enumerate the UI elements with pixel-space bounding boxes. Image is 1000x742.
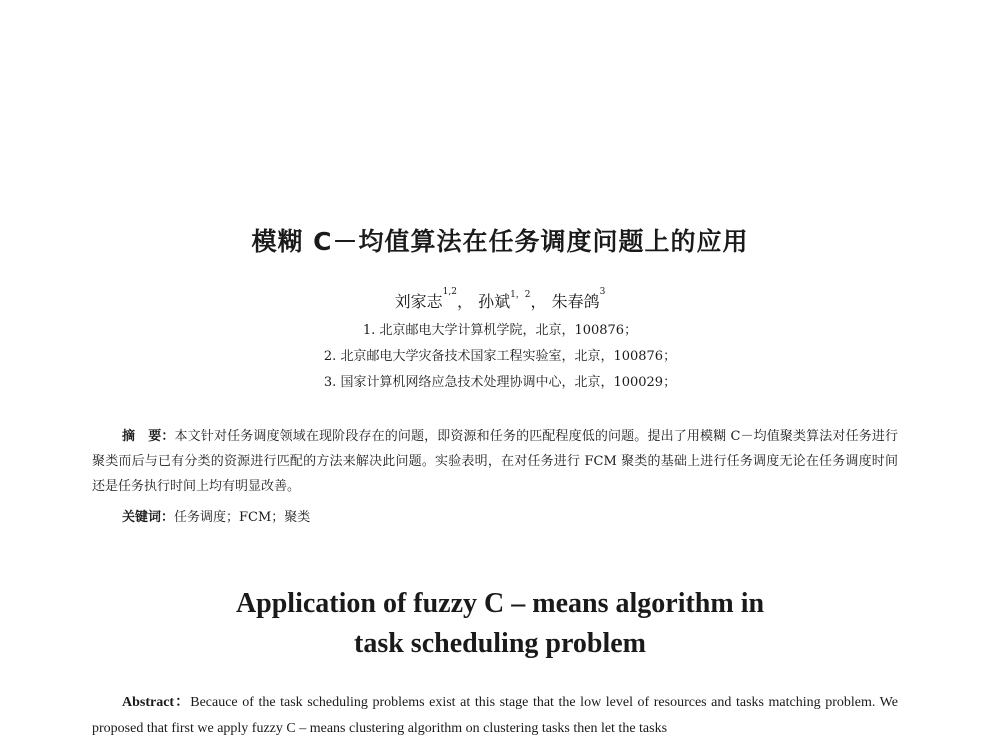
chinese-abstract-label: 摘 要： xyxy=(122,429,175,444)
author-affiliation-mark: 3 xyxy=(599,287,606,297)
author-affiliation-mark: 1，2 xyxy=(510,290,531,300)
author-separator: ， xyxy=(456,292,479,311)
affiliation-item: 2. 北京邮电大学灾备技术国家工程实验室，北京，100876； xyxy=(323,349,677,364)
english-title xyxy=(0,584,1000,664)
english-title-line-2: task scheduling problem xyxy=(354,628,646,659)
english-abstract-text: Becauce of the task scheduling problems exist at this stage that the low level of resources and tasks matching problem. We proposed that first we apply fuzzy C – means clustering algorithm on clustering tasks then let the tasks xyxy=(92,695,898,736)
author-name: 孙斌 xyxy=(478,292,511,311)
chinese-abstract-text: 本文针对任务调度领域在现阶段存在的问题，即资源和任务的匹配程度低的问题。提出了用模糊 C－均值聚类算法对任务进行聚类而后与已有分类的资源进行匹配的方法来解决此问题。实验表明，在对任务进行 FCM 聚类的基础上进行任务调度无论在任务调度时间还是任务执行时间上均有明显改善。 xyxy=(92,429,898,494)
affiliation-item: 3. 国家计算机网络应急技术处理协调中心，北京，100029； xyxy=(323,375,677,390)
english-abstract-label: Abstract： xyxy=(122,695,191,710)
affiliation-list xyxy=(0,318,1000,396)
chinese-title: 模糊 C－均值算法在任务调度问题上的应用 xyxy=(251,227,749,256)
english-abstract xyxy=(92,690,898,742)
author-list xyxy=(0,289,1000,312)
chinese-abstract xyxy=(92,424,898,499)
author-separator: ， xyxy=(530,292,552,311)
affiliation-item: 1. 北京邮电大学计算机学院，北京，100876； xyxy=(362,323,638,338)
english-title-line-1: Application of fuzzy C – means algorithm in xyxy=(235,588,765,619)
author-name: 刘家志 xyxy=(394,292,443,311)
author-affiliation-mark: 1,2 xyxy=(442,287,457,297)
chinese-keywords xyxy=(122,506,822,525)
author-name: 朱春鸽 xyxy=(551,292,600,311)
chinese-keywords-text: 任务调度；FCM；聚类 xyxy=(174,510,311,525)
chinese-keywords-label: 关键词： xyxy=(122,510,175,525)
